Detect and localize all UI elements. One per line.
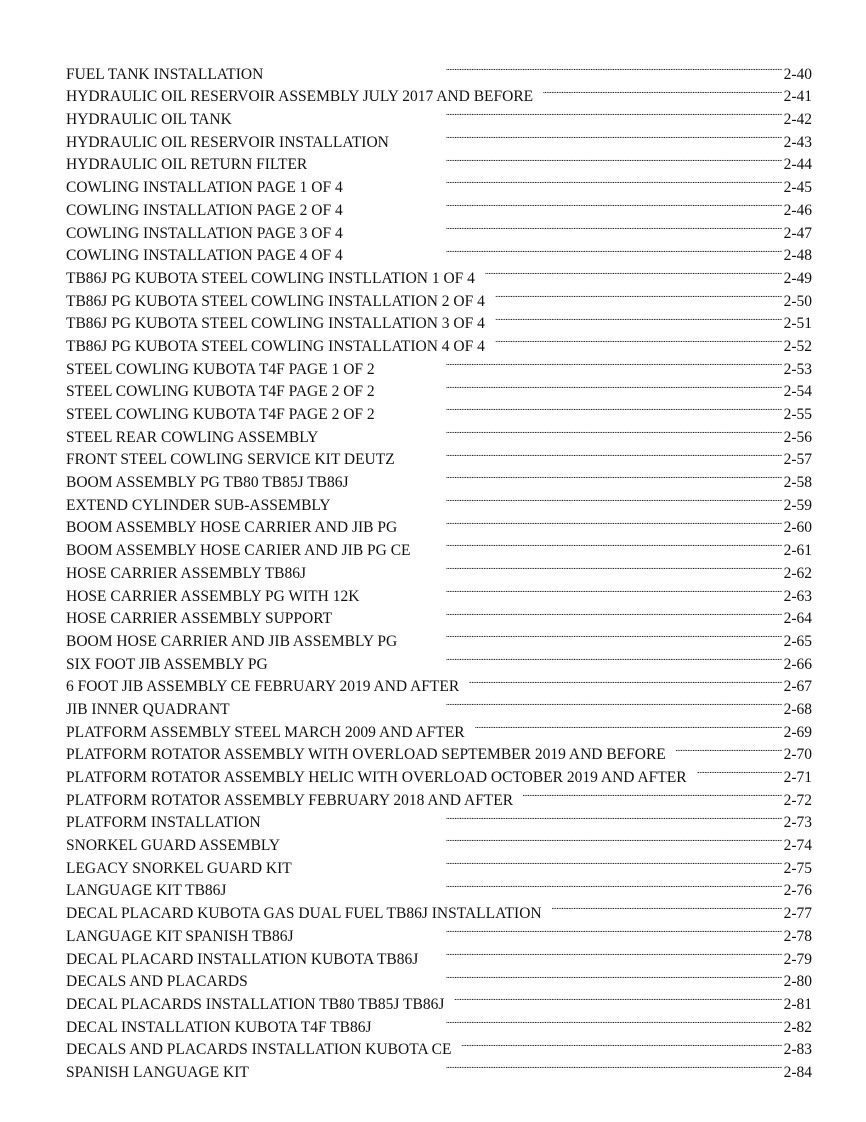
toc-entry-title: HOSE CARRIER ASSEMBLY PG WITH 12K [66, 587, 360, 605]
toc-entry-title: FUEL TANK INSTALLATION [66, 65, 264, 83]
toc-entry-title: LANGUAGE KIT TB86J [66, 882, 227, 900]
toc-entry-title: BOOM ASSEMBLY HOSE CARRIER AND JIB PG [66, 519, 398, 537]
toc-entry-page-number: 2-43 [783, 133, 812, 151]
toc-entry-title: JIB INNER QUADRANT [66, 700, 230, 718]
dot-leader [385, 374, 782, 397]
dot-leader [428, 941, 781, 964]
toc-entry-title: PLATFORM ROTATOR ASSEMBLY FEBRUARY 2018 AND AFTER [66, 791, 514, 809]
dot-leader [485, 260, 782, 283]
dot-leader [475, 714, 782, 737]
dot-leader [523, 782, 781, 805]
toc-entry-page-number: 2-83 [783, 1041, 812, 1059]
toc-entry-page-number: 2-74 [783, 837, 812, 855]
toc-entry-page-number: 2-73 [783, 814, 812, 832]
toc-entry-page-number: 2-53 [783, 360, 812, 378]
toc-entry-page-number: 2-56 [783, 428, 812, 446]
toc-entry-title: SPANISH LANGUAGE KIT [66, 1063, 249, 1081]
dot-leader [495, 306, 782, 329]
toc-entry-title: DECAL PLACARDS INSTALLATION TB80 TB85J TB86J [66, 995, 445, 1013]
toc-entry-page-number: 2-62 [783, 564, 812, 582]
toc-entry-page-number: 2-49 [783, 269, 812, 287]
dot-leader [421, 532, 782, 555]
toc-entry-title: BOOM HOSE CARRIER AND JIB ASSEMBLY PG [66, 632, 398, 650]
dot-leader [342, 601, 781, 624]
toc-entry-title: LEGACY SNORKEL GUARD KIT [66, 859, 292, 877]
dot-leader [302, 850, 782, 873]
dot-leader [369, 578, 781, 601]
dot-leader [240, 691, 782, 714]
toc-entry-title: STEEL COWLING KUBOTA T4F PAGE 2 OF 2 [66, 383, 375, 401]
toc-entry-title: COWLING INSTALLATION PAGE 1 OF 4 [66, 179, 343, 197]
toc-entry-page-number: 2-71 [783, 769, 812, 786]
toc-entry-title: COWLING INSTALLATION PAGE 2 OF 4 [66, 201, 343, 219]
toc-entry-page-number: 2-69 [783, 723, 812, 741]
toc-entry-page-number: 2-52 [783, 337, 812, 355]
dot-leader [399, 124, 782, 147]
toc-entry-title: PLATFORM ASSEMBLY STEEL MARCH 2009 AND AFTER [66, 723, 465, 741]
dot-leader [317, 147, 781, 170]
toc-entry-title: TB86J PG KUBOTA STEEL COWLING INSTLLATION 1 OF 4 [66, 269, 475, 287]
toc-entry-page-number: 2-80 [783, 973, 812, 991]
toc-entry-page-number: 2-47 [783, 224, 812, 242]
dot-leader [258, 964, 782, 987]
dot-leader [407, 510, 781, 533]
toc-entry-title: TB86J PG KUBOTA STEEL COWLING INSTALLATION 4 OF 4 [66, 337, 485, 355]
toc-entry-title: SNORKEL GUARD ASSEMBLY [66, 837, 281, 855]
toc-entry-page-number: 2-75 [783, 859, 812, 877]
toc-entry-title: EXTEND CYLINDER SUB-ASSEMBLY [66, 496, 331, 514]
toc-entry-page-number: 2-60 [783, 519, 812, 537]
dot-leader [304, 918, 782, 941]
toc-entry-page-number: 2-77 [783, 905, 812, 923]
toc-entry-page-number: 2-67 [783, 678, 812, 696]
toc-entry-page-number: 2-65 [783, 632, 812, 650]
dot-leader [676, 737, 782, 760]
toc-entry-page-number: 2-84 [783, 1063, 812, 1081]
dot-leader [353, 169, 782, 192]
toc-entry-title: HYDRAULIC OIL RESERVOIR ASSEMBLY JULY 2017 AND BEFORE [66, 88, 534, 106]
toc-entry-title: PLATFORM ROTATOR ASSEMBLY HELIC WITH OVERLOAD OCTOBER 2019 AND AFTER [66, 769, 687, 786]
table-of-contents [66, 56, 812, 1081]
dot-leader [469, 669, 781, 692]
toc-entry-title: HYDRAULIC OIL RESERVOIR INSTALLATION [66, 133, 389, 151]
toc-entry-title: DECAL PLACARD KUBOTA GAS DUAL FUEL TB86J INSTALLATION [66, 905, 542, 923]
toc-entry-page-number: 2-42 [783, 111, 812, 129]
toc-entry-page-number: 2-46 [783, 201, 812, 219]
toc-entry-page-number: 2-58 [783, 474, 812, 492]
toc-entry-page-number: 2-79 [783, 950, 812, 968]
toc-entry-page-number: 2-81 [783, 995, 812, 1013]
dot-leader [543, 79, 781, 102]
toc-entry-title: TB86J PG KUBOTA STEEL COWLING INSTALLATION 2 OF 4 [66, 292, 485, 310]
toc-entry-page-number: 2-70 [783, 746, 812, 764]
toc-entry-title: HOSE CARRIER ASSEMBLY TB86J [66, 564, 307, 582]
toc-entry-title: COWLING INSTALLATION PAGE 3 OF 4 [66, 224, 343, 242]
toc-entry-title: FRONT STEEL COWLING SERVICE KIT DEUTZ [66, 451, 395, 469]
dot-leader [271, 805, 782, 828]
toc-entry-page-number: 2-45 [783, 179, 812, 197]
dot-leader [236, 873, 781, 896]
toc-entry-page-number: 2-68 [783, 700, 812, 718]
toc-entry-title: TB86J PG KUBOTA STEEL COWLING INSTALLATION 3 OF 4 [66, 315, 485, 333]
dot-leader [242, 101, 782, 124]
dot-leader [353, 238, 782, 261]
toc-entry-title: BOOM ASSEMBLY HOSE CARIER AND JIB PG CE [66, 542, 411, 560]
dot-leader [290, 827, 782, 850]
toc-entry-page-number: 2-57 [783, 451, 812, 469]
toc-entry-page-number: 2-82 [783, 1018, 812, 1036]
dot-leader [407, 623, 781, 646]
dot-leader [495, 328, 782, 351]
toc-entry-page-number: 2-66 [783, 655, 812, 673]
dot-leader [454, 986, 781, 1009]
toc-entry-title: PLATFORM INSTALLATION [66, 814, 261, 832]
toc-entry-page-number: 2-54 [783, 383, 812, 401]
toc-entry-title: HOSE CARRIER ASSEMBLY SUPPORT [66, 610, 333, 628]
dot-leader [461, 1032, 781, 1055]
dot-leader [328, 419, 781, 442]
dot-leader [273, 56, 781, 79]
toc-entry-title: STEEL COWLING KUBOTA T4F PAGE 2 OF 2 [66, 406, 375, 423]
toc-entry-page-number: 2-63 [783, 587, 812, 605]
toc-entry-title: LANGUAGE KIT SPANISH TB86J [66, 927, 294, 945]
dot-leader [697, 759, 782, 782]
toc-entry-page-number: 2-72 [783, 791, 812, 809]
toc-entry-title: DECALS AND PLACARDS INSTALLATION KUBOTA CE [66, 1041, 452, 1059]
dot-leader [278, 646, 782, 669]
toc-entry-page-number: 2-64 [783, 610, 812, 628]
toc-entry-page-number: 2-61 [783, 542, 812, 560]
toc-entry-title: DECAL PLACARD INSTALLATION KUBOTA TB86J [66, 950, 419, 968]
toc-entry-page-number: 2-44 [783, 156, 812, 174]
dot-leader [385, 396, 782, 419]
toc-entry-title: COWLING INSTALLATION PAGE 4 OF 4 [66, 247, 343, 265]
dot-leader [552, 895, 782, 918]
dot-leader [495, 283, 782, 306]
dot-leader [259, 1054, 782, 1077]
dot-leader [353, 192, 782, 215]
toc-entry-title: PLATFORM ROTATOR ASSEMBLY WITH OVERLOAD SEPTEMBER 2019 AND BEFORE [66, 746, 666, 764]
toc-entry-page-number: 2-78 [783, 927, 812, 945]
dot-leader [341, 487, 782, 510]
toc-entry-title: HYDRAULIC OIL TANK [66, 111, 232, 129]
dot-leader [316, 555, 782, 578]
dot-leader [359, 464, 782, 487]
toc-entry-title: 6 FOOT JIB ASSEMBLY CE FEBRUARY 2019 AND AFTER [66, 678, 460, 696]
dot-leader [382, 1009, 782, 1032]
toc-entry-title: HYDRAULIC OIL RETURN FILTER [66, 156, 308, 174]
dot-leader [353, 215, 782, 238]
toc-entry-page-number: 2-50 [783, 292, 812, 310]
toc-entry-page-number: 2-59 [783, 496, 812, 514]
toc-entry-page-number: 2-55 [783, 406, 812, 423]
toc-entry-title: DECAL INSTALLATION KUBOTA T4F TB86J [66, 1018, 372, 1036]
toc-entry-title: STEEL COWLING KUBOTA T4F PAGE 1 OF 2 [66, 360, 375, 378]
toc-entry[interactable] [66, 56, 812, 83]
toc-entry-title: SIX FOOT JIB ASSEMBLY PG [66, 655, 268, 673]
dot-leader [385, 351, 782, 374]
toc-entry-page-number: 2-51 [783, 315, 812, 333]
toc-entry-title: STEEL REAR COWLING ASSEMBLY [66, 428, 319, 446]
toc-entry-page-number: 2-48 [783, 247, 812, 265]
toc-entry-page-number: 2-41 [783, 88, 812, 106]
toc-entry-page-number: 2-76 [783, 882, 812, 900]
dot-leader [405, 442, 782, 465]
toc-entry-page-number: 2-40 [783, 65, 812, 83]
toc-entry-title: DECALS AND PLACARDS [66, 973, 248, 991]
toc-entry-title: BOOM ASSEMBLY PG TB80 TB85J TB86J [66, 474, 349, 492]
